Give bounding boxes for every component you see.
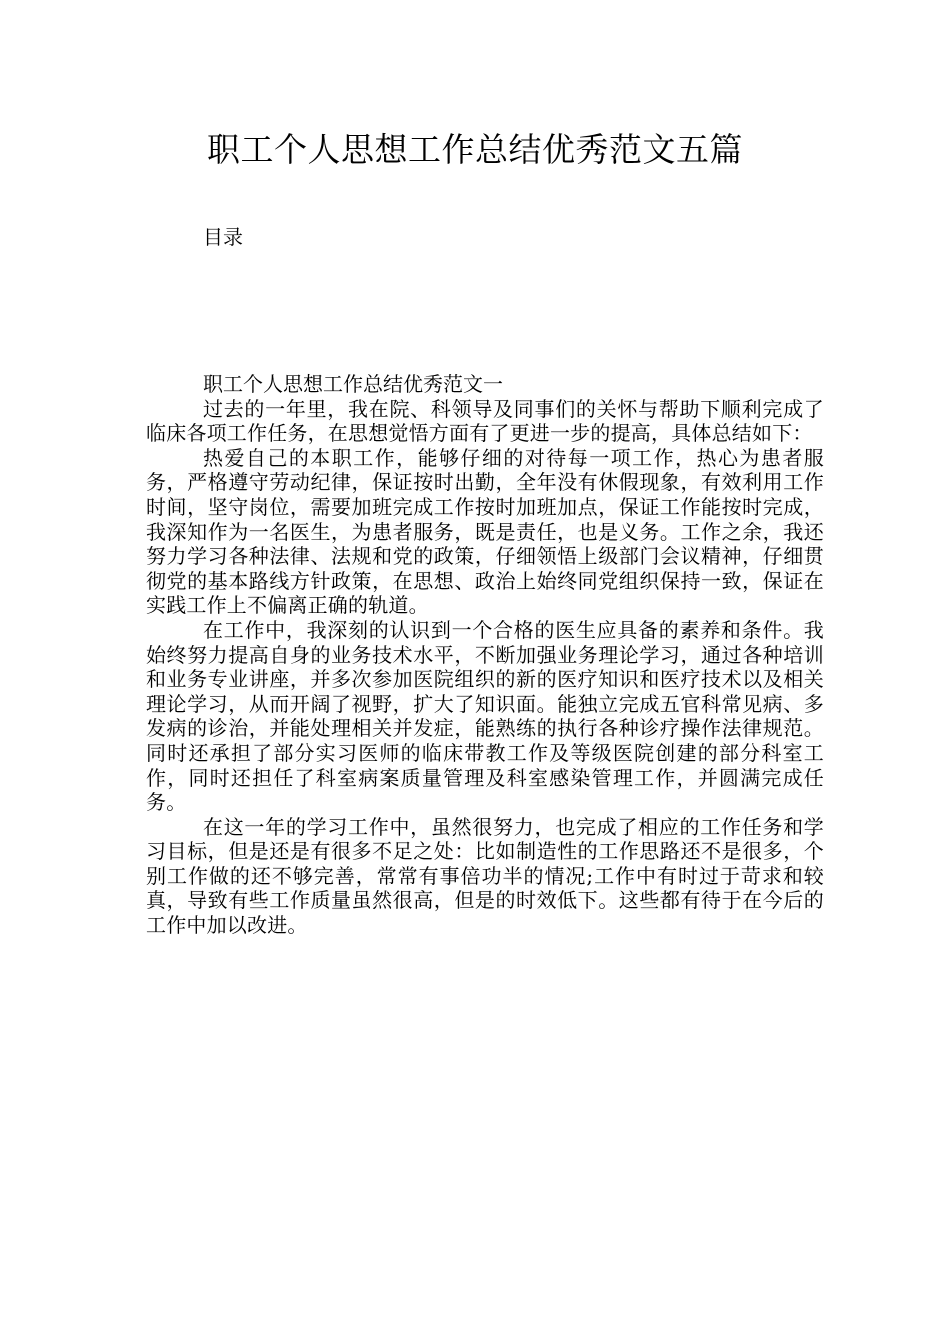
paragraph-1: 过去的一年里，我在院、科领导及同事们的关怀与帮助下顺利完成了临床各项工作任务，在思想觉悟方面有了更进一步的提高，具体总结如下：: [146, 396, 824, 446]
section-body: [146, 372, 824, 938]
table-of-contents-label: 目录: [203, 225, 243, 249]
section-heading: 职工个人思想工作总结优秀范文一: [203, 372, 503, 396]
paragraph-2: 热爱自己的本职工作，能够仔细的对待每一项工作，热心为患者服务，严格遵守劳动纪律，保证按时出勤，全年没有休假现象，有效利用工作时间，坚守岗位，需要加班完成工作按时加班加点，保证工作能按时完成，我深知作为一名医生，为患者服务，既是责任，也是义务。工作之余，我还努力学习各种法律、法规和党的政策，仔细领悟上级部门会议精神，仔细贯彻党的基本路线方针政策，在思想、政治上始终同党组织保持一致，保证在实践工作上不偏离正确的轨道。: [146, 445, 824, 618]
document-title: 职工个人思想工作总结优秀范文五篇: [207, 130, 743, 169]
paragraph-4: 在这一年的学习工作中，虽然很努力，也完成了相应的工作任务和学习目标，但是还是有很多不足之处：比如制造性的工作思路还不是很多，个别工作做的还不够完善，常常有事倍功半的情况;工作中有时过于苛求和较真，导致有些工作质量虽然很高，但是的时效低下。这些都有待于在今后的工作中加以改进。: [146, 814, 824, 938]
paragraph-3: 在工作中，我深刻的认识到一个合格的医生应具备的素养和条件。我始终努力提高自身的业务技术水平，不断加强业务理论学习，通过各种培训和业务专业讲座，并多次参加医院组织的新的医疗知识和医疗技术以及相关理论学习，从而开阔了视野，扩大了知识面。能独立完成五官科常见病、多发病的诊治，并能处理相关并发症，能熟练的执行各种诊疗操作法律规范。同时还承担了部分实习医师的临床带教工作及等级医院创建的部分科室工作，同时还担任了科室病案质量管理及科室感染管理工作，并圆满完成任务。: [146, 617, 824, 815]
